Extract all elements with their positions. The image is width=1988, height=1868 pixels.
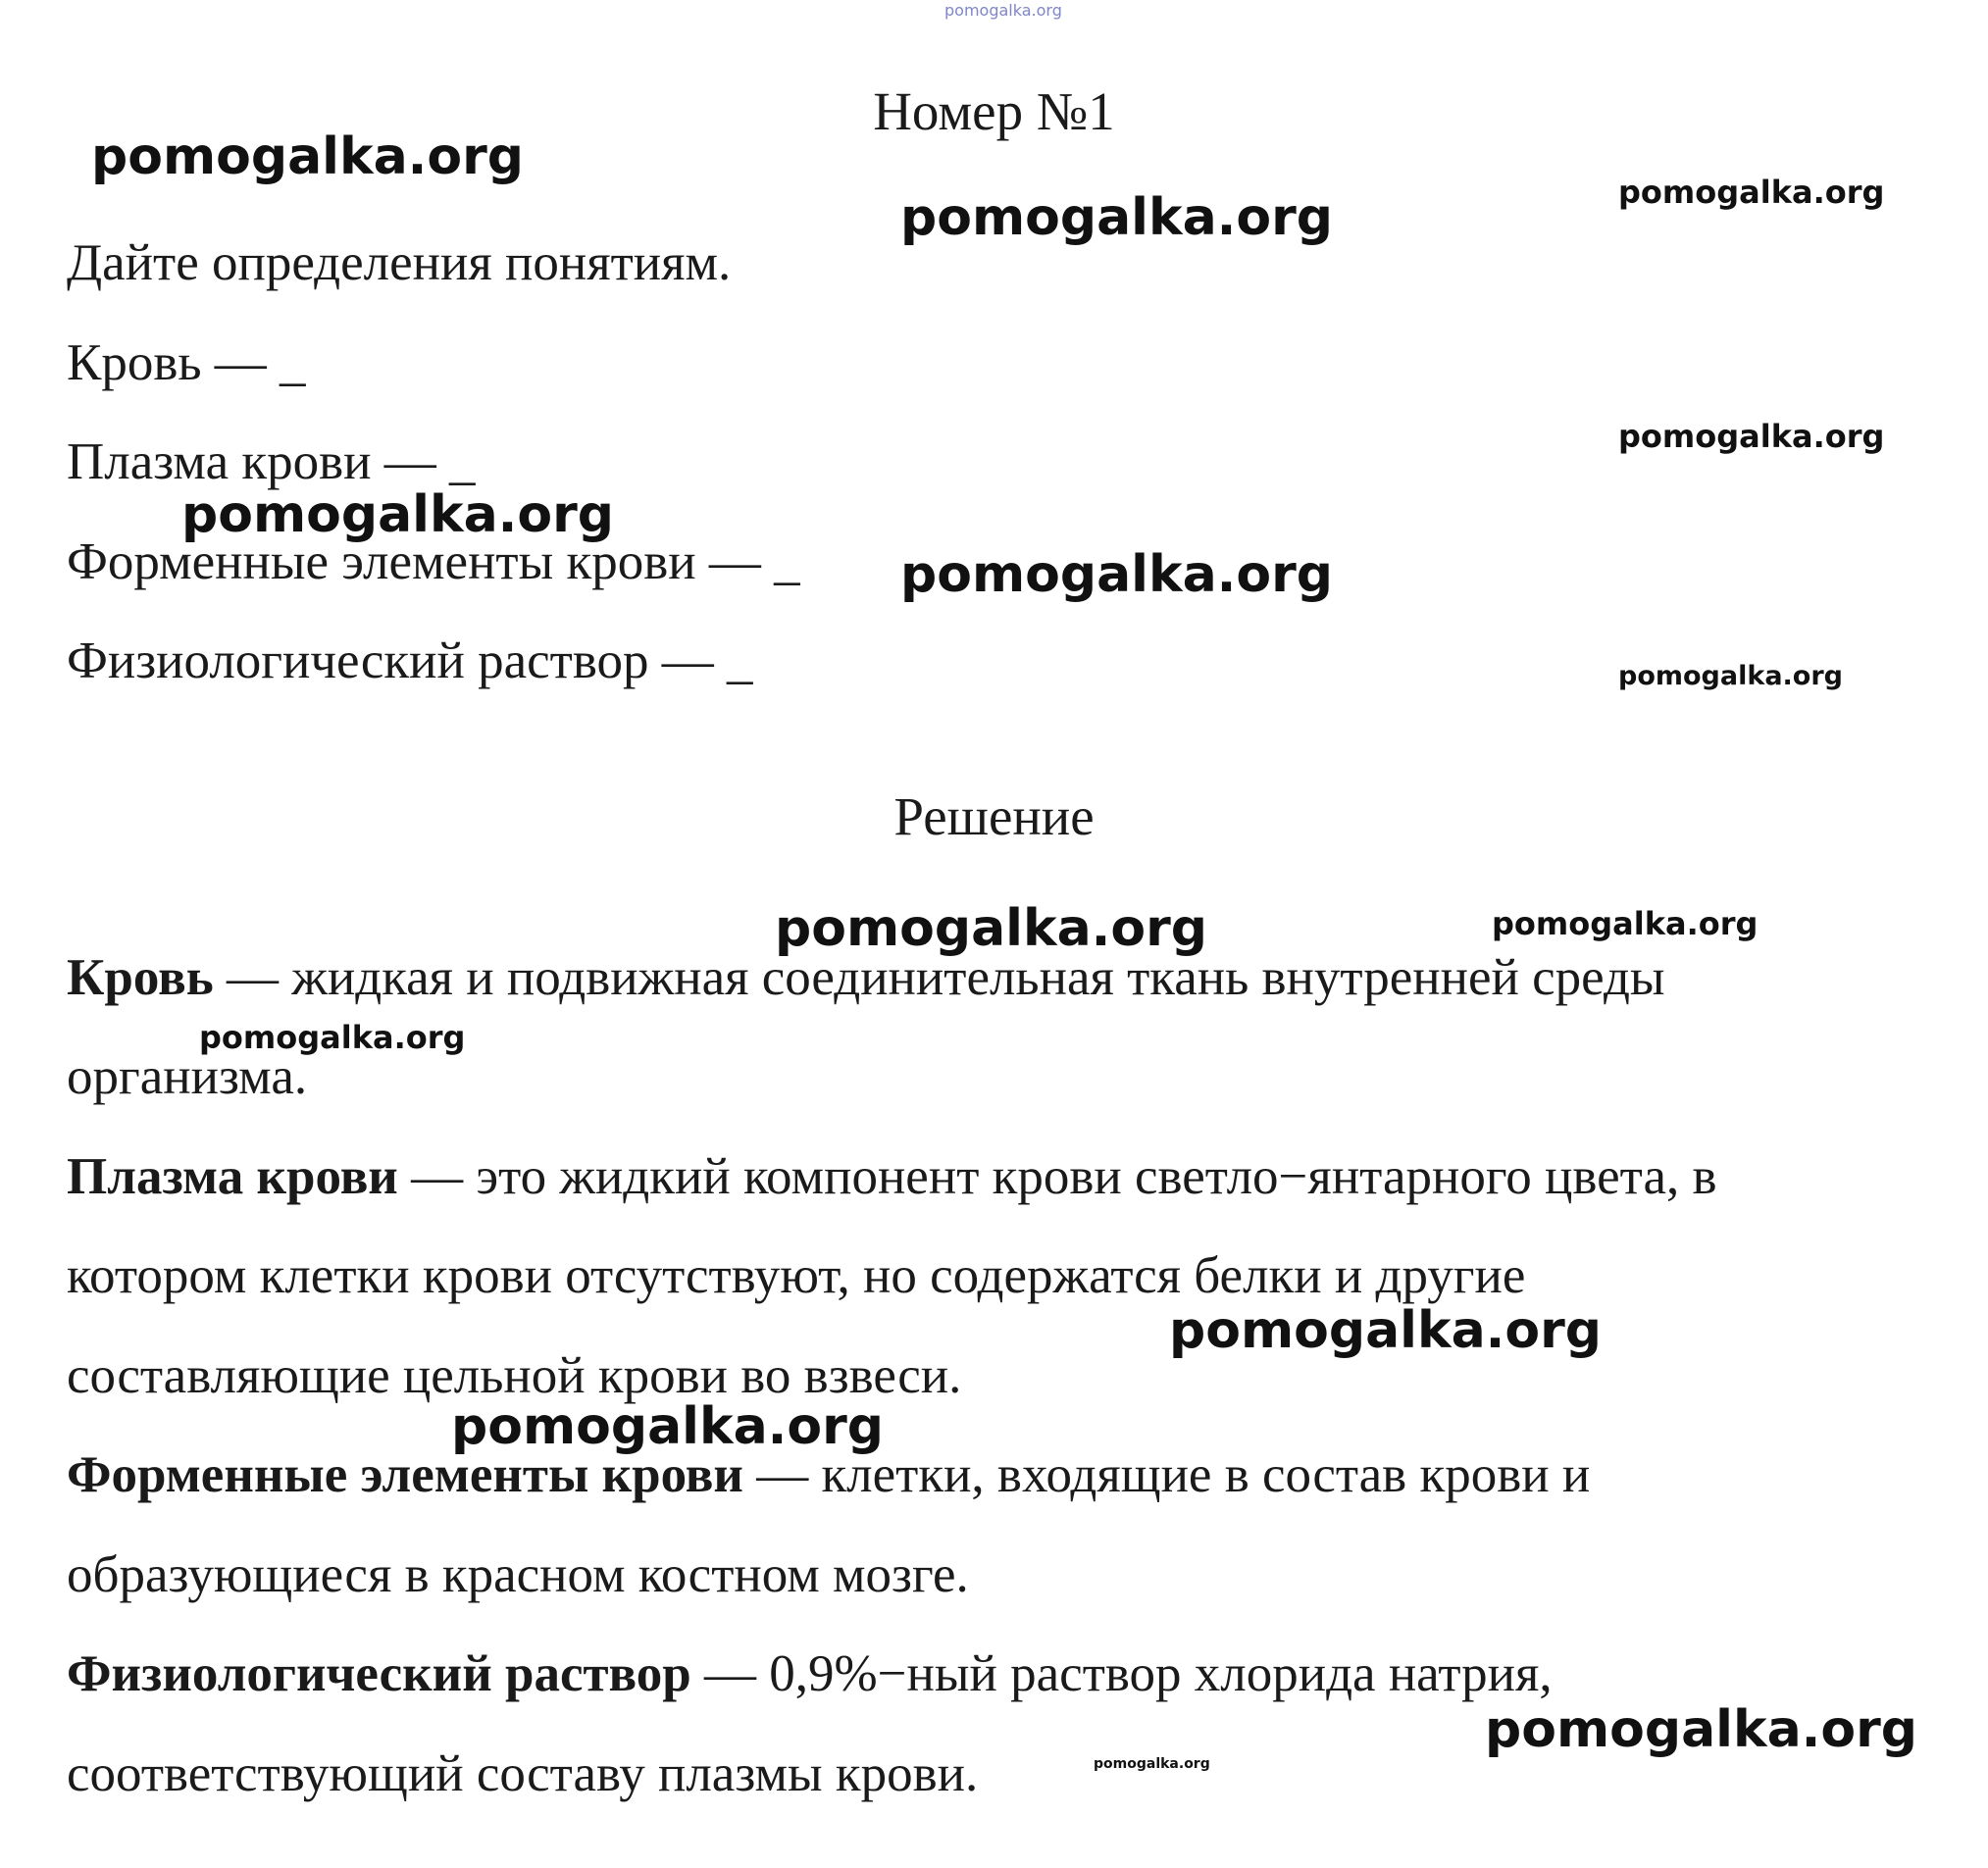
watermark: pomogalka.org [199,1019,466,1056]
definition-term: Плазма крови [67,1148,398,1205]
definition-plasma-line-1 [67,1147,1717,1206]
top-watermark: pomogalka.org [944,1,1062,20]
watermark: pomogalka.org [1618,661,1843,691]
definition-text: — жидкая и подвижная соединительная ткань внутренней среды [213,949,1665,1006]
definition-plasma-line-2: котором клетки крови отсутствуют, но содержатся белки и другие [67,1247,1526,1304]
watermark: pomogalka.org [1492,905,1759,942]
watermark: pomogalka.org [1618,174,1885,211]
definition-blood-line-2: организма. [67,1048,308,1105]
solution-heading: Решение [893,786,1095,846]
watermark: pomogalka.org [900,188,1334,247]
task-item-blood: Кровь — _ [67,334,306,391]
watermark: pomogalka.org [91,127,525,186]
task-prompt: Дайте определения понятиям. [67,234,732,291]
watermark: pomogalka.org [1094,1756,1210,1772]
watermark: pomogalka.org [775,899,1208,958]
definition-plasma-line-3: составляющие цельной крови во взвеси. [67,1347,962,1404]
watermark: pomogalka.org [900,545,1334,604]
watermark: pomogalka.org [1618,418,1885,455]
definition-term: Физиологический раствор [67,1645,691,1702]
watermark: pomogalka.org [451,1397,885,1456]
definition-text: — 0,9%−ный раствор хлорида натрия, [690,1645,1553,1702]
definition-term: Кровь [67,949,214,1006]
task-item-saline: Физиологический раствор — _ [67,632,753,689]
definition-formed-line-2: образующиеся в красном костном мозге. [67,1546,969,1603]
page-title: Номер №1 [873,81,1115,141]
watermark: pomogalka.org [1169,1301,1603,1360]
definition-text: — это жидкий компонент крови светло−янтарного цвета, в [397,1148,1717,1205]
definition-saline-line-1 [67,1644,1553,1703]
watermark: pomogalka.org [181,485,615,544]
definition-text: — клетки, входящие в состав крови и [742,1446,1591,1503]
watermark: pomogalka.org [1485,1700,1918,1759]
definition-term: Форменные элементы крови [67,1446,743,1503]
definition-saline-line-2: соответствующий составу плазмы крови. [67,1745,979,1802]
task-item-formed-elements: Форменные элементы крови — _ [67,533,800,590]
task-item-plasma: Плазма крови — _ [67,433,476,490]
